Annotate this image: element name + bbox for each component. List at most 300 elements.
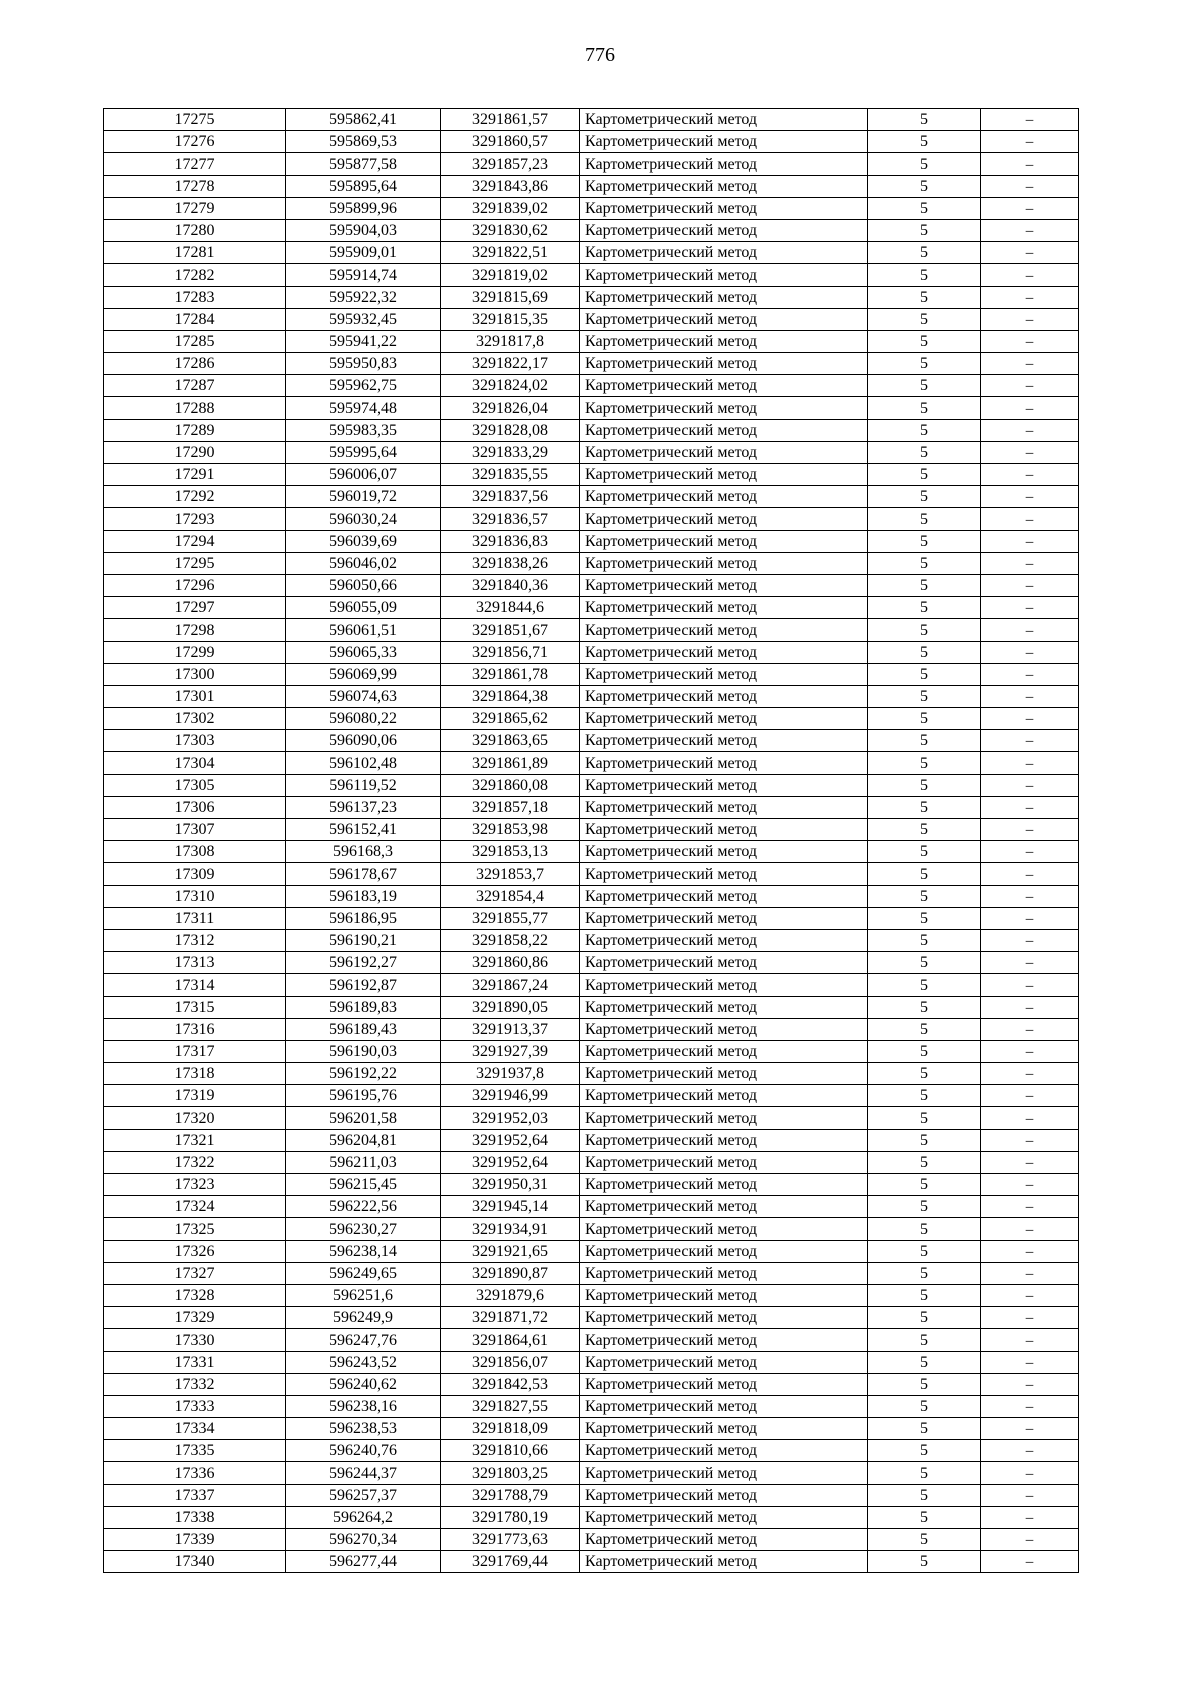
y-coordinate-cell: 3291843,86 — [441, 175, 580, 197]
note-cell: – — [981, 441, 1079, 463]
point-id-cell: 17318 — [104, 1063, 286, 1085]
note-cell: – — [981, 264, 1079, 286]
note-cell: – — [981, 197, 1079, 219]
table-row — [104, 907, 1079, 929]
y-coordinate-cell: 3291803,25 — [441, 1462, 580, 1484]
y-coordinate-cell: 3291853,13 — [441, 841, 580, 863]
x-coordinate-cell: 596222,56 — [286, 1196, 441, 1218]
y-coordinate-cell: 3291921,65 — [441, 1240, 580, 1262]
x-coordinate-cell: 596277,44 — [286, 1551, 441, 1573]
y-coordinate-cell: 3291839,02 — [441, 197, 580, 219]
point-id-cell: 17303 — [104, 730, 286, 752]
method-cell: Картометрический метод — [580, 1351, 868, 1373]
accuracy-cell: 5 — [868, 907, 981, 929]
table-row — [104, 153, 1079, 175]
x-coordinate-cell: 595950,83 — [286, 353, 441, 375]
y-coordinate-cell: 3291769,44 — [441, 1551, 580, 1573]
note-cell: – — [981, 530, 1079, 552]
point-id-cell: 17284 — [104, 308, 286, 330]
point-id-cell: 17325 — [104, 1218, 286, 1240]
accuracy-cell: 5 — [868, 1506, 981, 1528]
note-cell: – — [981, 1196, 1079, 1218]
accuracy-cell: 5 — [868, 1240, 981, 1262]
note-cell: – — [981, 1107, 1079, 1129]
note-cell: – — [981, 175, 1079, 197]
x-coordinate-cell: 596240,62 — [286, 1373, 441, 1395]
table-row — [104, 619, 1079, 641]
method-cell: Картометрический метод — [580, 242, 868, 264]
x-coordinate-cell: 595869,53 — [286, 131, 441, 153]
accuracy-cell: 5 — [868, 1351, 981, 1373]
method-cell: Картометрический метод — [580, 109, 868, 131]
x-coordinate-cell: 596030,24 — [286, 508, 441, 530]
coordinates-table-body — [104, 109, 1079, 1573]
x-coordinate-cell: 596211,03 — [286, 1151, 441, 1173]
point-id-cell: 17319 — [104, 1085, 286, 1107]
method-cell: Картометрический метод — [580, 730, 868, 752]
point-id-cell: 17308 — [104, 841, 286, 863]
method-cell: Картометрический метод — [580, 1218, 868, 1240]
point-id-cell: 17340 — [104, 1551, 286, 1573]
point-id-cell: 17283 — [104, 286, 286, 308]
accuracy-cell: 5 — [868, 486, 981, 508]
point-id-cell: 17320 — [104, 1107, 286, 1129]
table-row — [104, 1174, 1079, 1196]
accuracy-cell: 5 — [868, 375, 981, 397]
point-id-cell: 17292 — [104, 486, 286, 508]
x-coordinate-cell: 596215,45 — [286, 1174, 441, 1196]
x-coordinate-cell: 595932,45 — [286, 308, 441, 330]
table-row — [104, 419, 1079, 441]
point-id-cell: 17335 — [104, 1440, 286, 1462]
table-row — [104, 1418, 1079, 1440]
x-coordinate-cell: 596178,67 — [286, 863, 441, 885]
point-id-cell: 17312 — [104, 929, 286, 951]
y-coordinate-cell: 3291822,51 — [441, 242, 580, 264]
y-coordinate-cell: 3291861,89 — [441, 752, 580, 774]
y-coordinate-cell: 3291817,8 — [441, 330, 580, 352]
accuracy-cell: 5 — [868, 1040, 981, 1062]
x-coordinate-cell: 596192,87 — [286, 974, 441, 996]
method-cell: Картометрический метод — [580, 330, 868, 352]
note-cell: – — [981, 929, 1079, 951]
accuracy-cell: 5 — [868, 1151, 981, 1173]
method-cell: Картометрический метод — [580, 597, 868, 619]
x-coordinate-cell: 595904,03 — [286, 219, 441, 241]
method-cell: Картометрический метод — [580, 1174, 868, 1196]
accuracy-cell: 5 — [868, 1551, 981, 1573]
point-id-cell: 17278 — [104, 175, 286, 197]
point-id-cell: 17296 — [104, 574, 286, 596]
point-id-cell: 17275 — [104, 109, 286, 131]
y-coordinate-cell: 3291836,83 — [441, 530, 580, 552]
method-cell: Картометрический метод — [580, 907, 868, 929]
table-row — [104, 131, 1079, 153]
y-coordinate-cell: 3291871,72 — [441, 1307, 580, 1329]
point-id-cell: 17334 — [104, 1418, 286, 1440]
table-row — [104, 1329, 1079, 1351]
table-row — [104, 1196, 1079, 1218]
note-cell: – — [981, 486, 1079, 508]
table-row — [104, 974, 1079, 996]
accuracy-cell: 5 — [868, 819, 981, 841]
accuracy-cell: 5 — [868, 885, 981, 907]
method-cell: Картометрический метод — [580, 308, 868, 330]
x-coordinate-cell: 596238,14 — [286, 1240, 441, 1262]
accuracy-cell: 5 — [868, 1063, 981, 1085]
method-cell: Картометрический метод — [580, 508, 868, 530]
y-coordinate-cell: 3291856,07 — [441, 1351, 580, 1373]
x-coordinate-cell: 596243,52 — [286, 1351, 441, 1373]
table-row — [104, 708, 1079, 730]
note-cell: – — [981, 796, 1079, 818]
note-cell: – — [981, 1462, 1079, 1484]
accuracy-cell: 5 — [868, 663, 981, 685]
x-coordinate-cell: 596006,07 — [286, 464, 441, 486]
note-cell: – — [981, 1174, 1079, 1196]
x-coordinate-cell: 596186,95 — [286, 907, 441, 929]
x-coordinate-cell: 596055,09 — [286, 597, 441, 619]
note-cell: – — [981, 1551, 1079, 1573]
y-coordinate-cell: 3291865,62 — [441, 708, 580, 730]
point-id-cell: 17326 — [104, 1240, 286, 1262]
note-cell: – — [981, 508, 1079, 530]
note-cell: – — [981, 308, 1079, 330]
point-id-cell: 17324 — [104, 1196, 286, 1218]
point-id-cell: 17322 — [104, 1151, 286, 1173]
table-row — [104, 330, 1079, 352]
method-cell: Картометрический метод — [580, 1129, 868, 1151]
note-cell: – — [981, 219, 1079, 241]
method-cell: Картометрический метод — [580, 441, 868, 463]
y-coordinate-cell: 3291815,35 — [441, 308, 580, 330]
x-coordinate-cell: 596080,22 — [286, 708, 441, 730]
x-coordinate-cell: 596244,37 — [286, 1462, 441, 1484]
method-cell: Картометрический метод — [580, 153, 868, 175]
y-coordinate-cell: 3291890,05 — [441, 996, 580, 1018]
y-coordinate-cell: 3291913,37 — [441, 1018, 580, 1040]
table-row — [104, 397, 1079, 419]
table-row — [104, 441, 1079, 463]
note-cell: – — [981, 1307, 1079, 1329]
method-cell: Картометрический метод — [580, 1440, 868, 1462]
method-cell: Картометрический метод — [580, 619, 868, 641]
x-coordinate-cell: 595899,96 — [286, 197, 441, 219]
table-row — [104, 175, 1079, 197]
method-cell: Картометрический метод — [580, 574, 868, 596]
table-row — [104, 841, 1079, 863]
point-id-cell: 17328 — [104, 1284, 286, 1306]
table-row — [104, 1462, 1079, 1484]
x-coordinate-cell: 595862,41 — [286, 109, 441, 131]
x-coordinate-cell: 596061,51 — [286, 619, 441, 641]
table-row — [104, 286, 1079, 308]
table-row — [104, 863, 1079, 885]
accuracy-cell: 5 — [868, 441, 981, 463]
x-coordinate-cell: 596201,58 — [286, 1107, 441, 1129]
y-coordinate-cell: 3291860,57 — [441, 131, 580, 153]
y-coordinate-cell: 3291857,18 — [441, 796, 580, 818]
y-coordinate-cell: 3291854,4 — [441, 885, 580, 907]
point-id-cell: 17290 — [104, 441, 286, 463]
accuracy-cell: 5 — [868, 1418, 981, 1440]
table-row — [104, 464, 1079, 486]
y-coordinate-cell: 3291946,99 — [441, 1085, 580, 1107]
note-cell: – — [981, 1351, 1079, 1373]
note-cell: – — [981, 863, 1079, 885]
accuracy-cell: 5 — [868, 574, 981, 596]
method-cell: Картометрический метод — [580, 175, 868, 197]
y-coordinate-cell: 3291952,64 — [441, 1129, 580, 1151]
table-row — [104, 508, 1079, 530]
y-coordinate-cell: 3291842,53 — [441, 1373, 580, 1395]
method-cell: Картометрический метод — [580, 486, 868, 508]
x-coordinate-cell: 595983,35 — [286, 419, 441, 441]
note-cell: – — [981, 552, 1079, 574]
accuracy-cell: 5 — [868, 708, 981, 730]
accuracy-cell: 5 — [868, 974, 981, 996]
table-row — [104, 264, 1079, 286]
y-coordinate-cell: 3291810,66 — [441, 1440, 580, 1462]
method-cell: Картометрический метод — [580, 375, 868, 397]
method-cell: Картометрический метод — [580, 774, 868, 796]
table-row — [104, 1018, 1079, 1040]
x-coordinate-cell: 596069,99 — [286, 663, 441, 685]
accuracy-cell: 5 — [868, 1373, 981, 1395]
accuracy-cell: 5 — [868, 685, 981, 707]
x-coordinate-cell: 596190,03 — [286, 1040, 441, 1062]
accuracy-cell: 5 — [868, 1329, 981, 1351]
point-id-cell: 17302 — [104, 708, 286, 730]
point-id-cell: 17300 — [104, 663, 286, 685]
y-coordinate-cell: 3291952,64 — [441, 1151, 580, 1173]
accuracy-cell: 5 — [868, 242, 981, 264]
point-id-cell: 17311 — [104, 907, 286, 929]
point-id-cell: 17306 — [104, 796, 286, 818]
y-coordinate-cell: 3291815,69 — [441, 286, 580, 308]
method-cell: Картометрический метод — [580, 1107, 868, 1129]
accuracy-cell: 5 — [868, 841, 981, 863]
method-cell: Картометрический метод — [580, 219, 868, 241]
accuracy-cell: 5 — [868, 286, 981, 308]
table-row — [104, 1040, 1079, 1062]
method-cell: Картометрический метод — [580, 419, 868, 441]
table-row — [104, 1440, 1079, 1462]
table-row — [104, 353, 1079, 375]
x-coordinate-cell: 596189,83 — [286, 996, 441, 1018]
method-cell: Картометрический метод — [580, 131, 868, 153]
table-row — [104, 219, 1079, 241]
method-cell: Картометрический метод — [580, 197, 868, 219]
table-row — [104, 552, 1079, 574]
method-cell: Картометрический метод — [580, 663, 868, 685]
accuracy-cell: 5 — [868, 330, 981, 352]
point-id-cell: 17329 — [104, 1307, 286, 1329]
method-cell: Картометрический метод — [580, 685, 868, 707]
method-cell: Картометрический метод — [580, 1196, 868, 1218]
y-coordinate-cell: 3291890,87 — [441, 1262, 580, 1284]
table-row — [104, 1395, 1079, 1417]
accuracy-cell: 5 — [868, 1129, 981, 1151]
x-coordinate-cell: 596183,19 — [286, 885, 441, 907]
point-id-cell: 17317 — [104, 1040, 286, 1062]
x-coordinate-cell: 595995,64 — [286, 441, 441, 463]
note-cell: – — [981, 685, 1079, 707]
y-coordinate-cell: 3291818,09 — [441, 1418, 580, 1440]
note-cell: – — [981, 841, 1079, 863]
point-id-cell: 17299 — [104, 641, 286, 663]
note-cell: – — [981, 1151, 1079, 1173]
point-id-cell: 17337 — [104, 1484, 286, 1506]
table-row — [104, 1506, 1079, 1528]
note-cell: – — [981, 1506, 1079, 1528]
x-coordinate-cell: 596019,72 — [286, 486, 441, 508]
y-coordinate-cell: 3291836,57 — [441, 508, 580, 530]
point-id-cell: 17282 — [104, 264, 286, 286]
point-id-cell: 17307 — [104, 819, 286, 841]
method-cell: Картометрический метод — [580, 353, 868, 375]
table-row — [104, 641, 1079, 663]
accuracy-cell: 5 — [868, 1018, 981, 1040]
table-row — [104, 1085, 1079, 1107]
y-coordinate-cell: 3291857,23 — [441, 153, 580, 175]
method-cell: Картометрический метод — [580, 796, 868, 818]
note-cell: – — [981, 907, 1079, 929]
method-cell: Картометрический метод — [580, 641, 868, 663]
note-cell: – — [981, 1129, 1079, 1151]
y-coordinate-cell: 3291833,29 — [441, 441, 580, 463]
y-coordinate-cell: 3291828,08 — [441, 419, 580, 441]
note-cell: – — [981, 1440, 1079, 1462]
note-cell: – — [981, 419, 1079, 441]
note-cell: – — [981, 1284, 1079, 1306]
accuracy-cell: 5 — [868, 641, 981, 663]
point-id-cell: 17314 — [104, 974, 286, 996]
point-id-cell: 17279 — [104, 197, 286, 219]
y-coordinate-cell: 3291853,7 — [441, 863, 580, 885]
method-cell: Картометрический метод — [580, 1373, 868, 1395]
point-id-cell: 17276 — [104, 131, 286, 153]
x-coordinate-cell: 596102,48 — [286, 752, 441, 774]
table-row — [104, 1262, 1079, 1284]
y-coordinate-cell: 3291867,24 — [441, 974, 580, 996]
note-cell: – — [981, 952, 1079, 974]
x-coordinate-cell: 596090,06 — [286, 730, 441, 752]
point-id-cell: 17336 — [104, 1462, 286, 1484]
method-cell: Картометрический метод — [580, 974, 868, 996]
x-coordinate-cell: 596039,69 — [286, 530, 441, 552]
method-cell: Картометрический метод — [580, 1085, 868, 1107]
accuracy-cell: 5 — [868, 597, 981, 619]
table-row — [104, 952, 1079, 974]
x-coordinate-cell: 596270,34 — [286, 1529, 441, 1551]
method-cell: Картометрический метод — [580, 530, 868, 552]
point-id-cell: 17280 — [104, 219, 286, 241]
point-id-cell: 17321 — [104, 1129, 286, 1151]
point-id-cell: 17315 — [104, 996, 286, 1018]
y-coordinate-cell: 3291773,63 — [441, 1529, 580, 1551]
x-coordinate-cell: 596168,3 — [286, 841, 441, 863]
coordinates-table — [103, 108, 1079, 1573]
x-coordinate-cell: 596152,41 — [286, 819, 441, 841]
y-coordinate-cell: 3291856,71 — [441, 641, 580, 663]
point-id-cell: 17285 — [104, 330, 286, 352]
method-cell: Картометрический метод — [580, 1395, 868, 1417]
table-row — [104, 929, 1079, 951]
accuracy-cell: 5 — [868, 1440, 981, 1462]
table-row — [104, 1218, 1079, 1240]
note-cell: – — [981, 1063, 1079, 1085]
accuracy-cell: 5 — [868, 619, 981, 641]
method-cell: Картометрический метод — [580, 264, 868, 286]
accuracy-cell: 5 — [868, 197, 981, 219]
y-coordinate-cell: 3291864,38 — [441, 685, 580, 707]
note-cell: – — [981, 730, 1079, 752]
accuracy-cell: 5 — [868, 752, 981, 774]
method-cell: Картометрический метод — [580, 1240, 868, 1262]
table-row — [104, 308, 1079, 330]
accuracy-cell: 5 — [868, 929, 981, 951]
table-row — [104, 574, 1079, 596]
note-cell: – — [981, 1240, 1079, 1262]
x-coordinate-cell: 596238,16 — [286, 1395, 441, 1417]
note-cell: – — [981, 397, 1079, 419]
point-id-cell: 17338 — [104, 1506, 286, 1528]
point-id-cell: 17301 — [104, 685, 286, 707]
y-coordinate-cell: 3291858,22 — [441, 929, 580, 951]
x-coordinate-cell: 595962,75 — [286, 375, 441, 397]
note-cell: – — [981, 1395, 1079, 1417]
note-cell: – — [981, 663, 1079, 685]
accuracy-cell: 5 — [868, 1262, 981, 1284]
method-cell: Картометрический метод — [580, 996, 868, 1018]
note-cell: – — [981, 708, 1079, 730]
y-coordinate-cell: 3291837,56 — [441, 486, 580, 508]
x-coordinate-cell: 596065,33 — [286, 641, 441, 663]
accuracy-cell: 5 — [868, 1395, 981, 1417]
note-cell: – — [981, 1262, 1079, 1284]
point-id-cell: 17294 — [104, 530, 286, 552]
point-id-cell: 17293 — [104, 508, 286, 530]
note-cell: – — [981, 1329, 1079, 1351]
accuracy-cell: 5 — [868, 219, 981, 241]
note-cell: – — [981, 242, 1079, 264]
note-cell: – — [981, 353, 1079, 375]
y-coordinate-cell: 3291838,26 — [441, 552, 580, 574]
accuracy-cell: 5 — [868, 552, 981, 574]
x-coordinate-cell: 596195,76 — [286, 1085, 441, 1107]
note-cell: – — [981, 1373, 1079, 1395]
table-row — [104, 752, 1079, 774]
y-coordinate-cell: 3291950,31 — [441, 1174, 580, 1196]
method-cell: Картометрический метод — [580, 1018, 868, 1040]
x-coordinate-cell: 595941,22 — [286, 330, 441, 352]
point-id-cell: 17289 — [104, 419, 286, 441]
table-row — [104, 530, 1079, 552]
y-coordinate-cell: 3291851,67 — [441, 619, 580, 641]
x-coordinate-cell: 596240,76 — [286, 1440, 441, 1462]
method-cell: Картометрический метод — [580, 464, 868, 486]
point-id-cell: 17332 — [104, 1373, 286, 1395]
method-cell: Картометрический метод — [580, 1551, 868, 1573]
table-row — [104, 663, 1079, 685]
accuracy-cell: 5 — [868, 419, 981, 441]
y-coordinate-cell: 3291879,6 — [441, 1284, 580, 1306]
note-cell: – — [981, 885, 1079, 907]
method-cell: Картометрический метод — [580, 708, 868, 730]
y-coordinate-cell: 3291840,36 — [441, 574, 580, 596]
point-id-cell: 17316 — [104, 1018, 286, 1040]
